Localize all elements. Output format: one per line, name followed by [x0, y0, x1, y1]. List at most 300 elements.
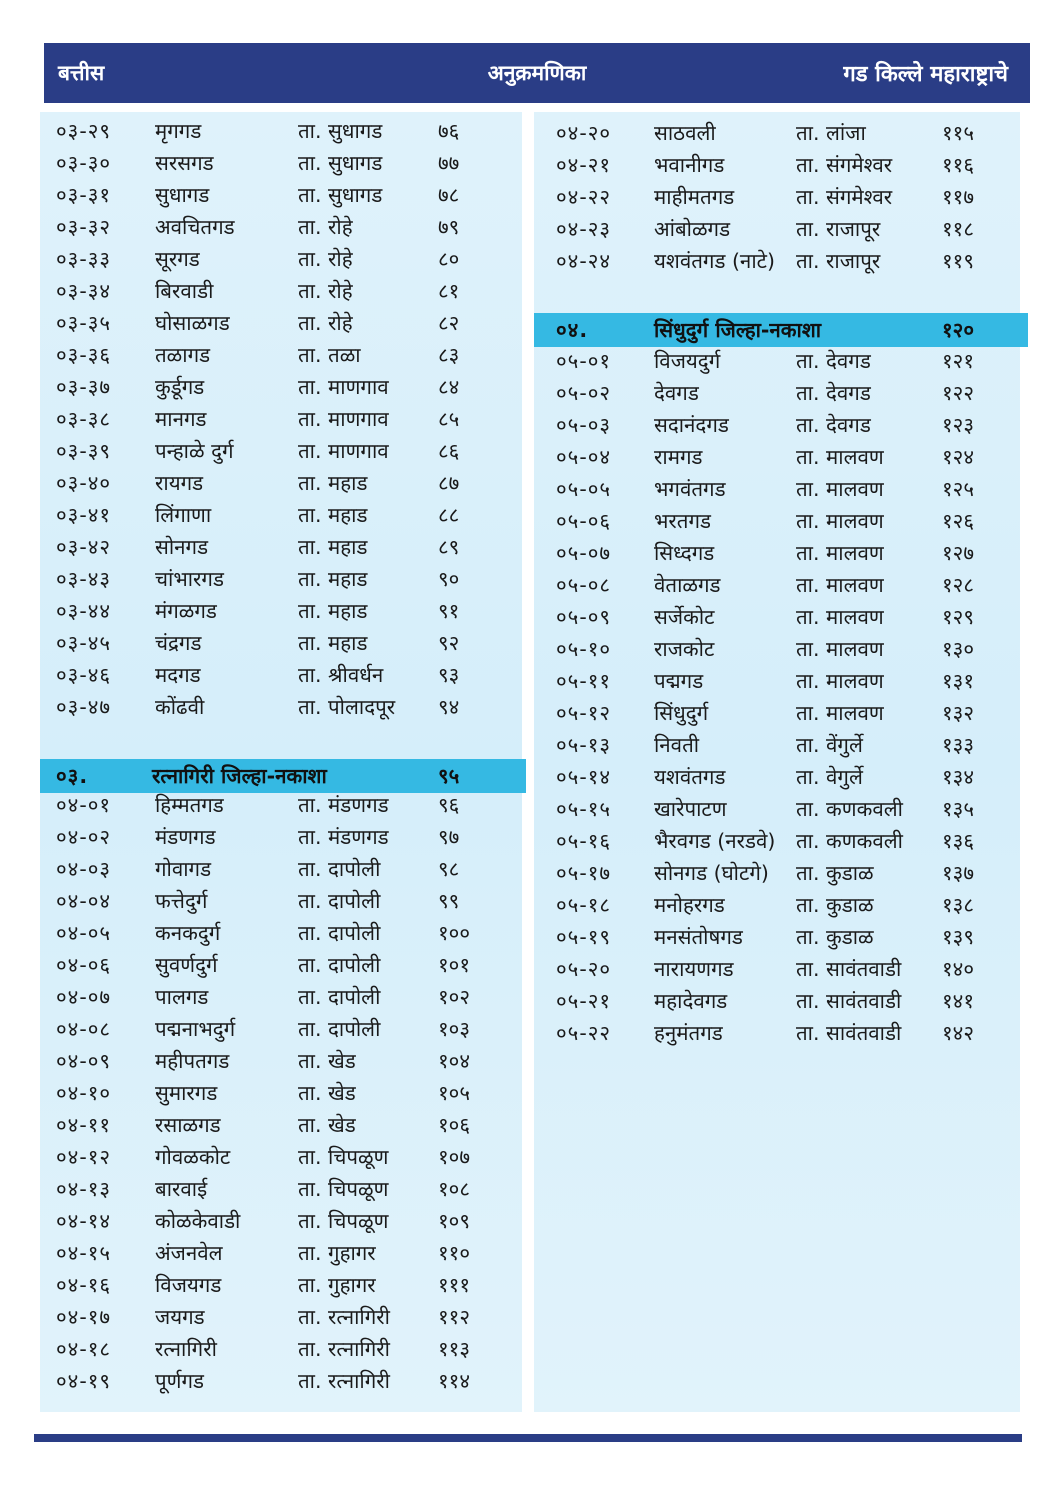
- index-entry: [534, 729, 1020, 761]
- index-entry: [40, 211, 522, 243]
- page-number: १०९: [438, 1209, 470, 1233]
- entry-code: ०४-२४: [556, 249, 612, 273]
- fort-name: फत्तेदुर्ग: [155, 889, 208, 913]
- page-number: १२२: [942, 381, 974, 405]
- footer-rule: [34, 1434, 1022, 1442]
- page-number: ९१: [438, 599, 460, 623]
- page-number: ११४: [438, 1369, 470, 1393]
- entry-code: ०४-१०: [56, 1081, 112, 1105]
- fort-name: सुधागड: [155, 183, 210, 207]
- page-number: १४०: [942, 957, 974, 981]
- index-entry: [534, 537, 1020, 569]
- index-entry: [40, 1269, 522, 1301]
- fort-name: राजकोट: [654, 637, 715, 661]
- taluka-name: ता. खेड: [298, 1081, 356, 1105]
- taluka-name: ता. पोलादपूर: [298, 695, 396, 719]
- fort-name: मानगड: [155, 407, 207, 431]
- taluka-name: ता. मालवण: [796, 669, 884, 693]
- index-entry: [40, 435, 522, 467]
- page-number: ११५: [942, 121, 974, 145]
- entry-code: ०४-०१: [56, 793, 112, 817]
- fort-name: बारवाई: [155, 1177, 208, 1201]
- index-entry: [40, 1365, 522, 1397]
- fort-name: गोवळकोट: [155, 1145, 231, 1169]
- index-entry: [534, 697, 1020, 729]
- taluka-name: ता. दापोली: [298, 953, 381, 977]
- page-number: १०४: [438, 1049, 470, 1073]
- taluka-name: ता. मालवण: [796, 701, 884, 725]
- entry-code: ०४-०९: [56, 1049, 112, 1073]
- page-number: ११६: [942, 153, 974, 177]
- index-entry: [40, 339, 522, 371]
- page-number: १२४: [942, 445, 974, 469]
- index-entry: [40, 595, 522, 627]
- taluka-name: ता. संगमेश्वर: [796, 185, 893, 209]
- page-number: १४१: [942, 989, 974, 1013]
- page-number: ११७: [942, 185, 974, 209]
- entry-code: ०३-४५: [56, 631, 112, 655]
- taluka-name: ता. महाड: [298, 567, 368, 591]
- taluka-name: ता. लांजा: [796, 121, 866, 145]
- index-entry: [534, 985, 1020, 1017]
- index-entry: [40, 659, 522, 691]
- index-entry: [534, 117, 1020, 149]
- page-number: १४२: [942, 1021, 974, 1045]
- index-entry: [40, 1045, 522, 1077]
- entry-code: ०४-१७: [56, 1305, 112, 1329]
- taluka-name: ता. माणगाव: [298, 439, 389, 463]
- index-entry: [40, 1077, 522, 1109]
- taluka-name: ता. सुधागड: [298, 183, 383, 207]
- taluka-name: ता. सुधागड: [298, 151, 383, 175]
- entry-code: ०५-१८: [556, 893, 612, 917]
- fort-name: अवचितगड: [155, 215, 235, 239]
- entry-code: ०४-११: [56, 1113, 112, 1137]
- fort-name: कुर्डूगड: [155, 375, 205, 399]
- fort-name: हिम्मतगड: [155, 793, 224, 817]
- taluka-name: ता. मालवण: [796, 573, 884, 597]
- entry-code: ०४-०४: [56, 889, 112, 913]
- page-number: १३१: [942, 669, 974, 693]
- page-number: १२७: [942, 541, 974, 565]
- page-number: ९७: [438, 825, 460, 849]
- index-entry: [40, 1333, 522, 1365]
- entry-code: ०५-०६: [556, 509, 612, 533]
- page-header: [44, 43, 1030, 103]
- index-entry: [40, 179, 522, 211]
- section-page: १२०: [942, 318, 974, 342]
- page-number: ८१: [438, 279, 460, 303]
- entry-code: ०४-१४: [56, 1209, 112, 1233]
- fort-name: सोनगड: [155, 535, 209, 559]
- entry-code: ०३-३८: [56, 407, 112, 431]
- page-number: १३४: [942, 765, 974, 789]
- entry-code: ०३-३०: [56, 151, 112, 175]
- page-number: १३५: [942, 797, 974, 821]
- index-entry: [40, 885, 522, 917]
- page-number: १३६: [942, 829, 974, 853]
- page-number: १२६: [942, 509, 974, 533]
- entry-code: ०३-४१: [56, 503, 112, 527]
- taluka-name: ता. रत्नागिरी: [298, 1369, 390, 1393]
- fort-name: पद्मगड: [654, 669, 704, 693]
- entry-code: ०३-४६: [56, 663, 112, 687]
- index-entry: [40, 1173, 522, 1205]
- section-code: ०३.: [56, 764, 89, 788]
- fort-name: यशवंतगड (नाटे): [654, 249, 775, 273]
- index-entry: [534, 1017, 1020, 1049]
- taluka-name: ता. दापोली: [298, 857, 381, 881]
- entry-code: ०३-४३: [56, 567, 112, 591]
- fort-name: पन्हाळे दुर्ग: [155, 439, 234, 463]
- index-entry: [40, 563, 522, 595]
- fort-name: सुमारगड: [155, 1081, 218, 1105]
- page-number: ८९: [438, 535, 460, 559]
- page-number: १००: [438, 921, 470, 945]
- taluka-name: ता. महाड: [298, 599, 368, 623]
- page-number: ७८: [438, 183, 460, 207]
- taluka-name: ता. कणकवली: [796, 797, 903, 821]
- page-number: १२३: [942, 413, 974, 437]
- fort-name: रामगड: [654, 445, 703, 469]
- page-number: १२८: [942, 573, 974, 597]
- fort-name: पद्मनाभदुर्ग: [155, 1017, 236, 1041]
- index-entry: [40, 531, 522, 563]
- entry-code: ०३-३३: [56, 247, 112, 271]
- page-number-label: बत्तीस: [58, 61, 105, 85]
- index-entry: [40, 467, 522, 499]
- taluka-name: ता. कुडाळ: [796, 925, 874, 949]
- index-entry: [534, 889, 1020, 921]
- fort-name: विजयदुर्ग: [654, 349, 721, 373]
- index-column-right: [534, 112, 1020, 1412]
- fort-name: सुवर्णदुर्ग: [155, 953, 218, 977]
- entry-code: ०५-१९: [556, 925, 612, 949]
- taluka-name: ता. माणगाव: [298, 407, 389, 431]
- fort-name: जयगड: [155, 1305, 205, 1329]
- entry-code: ०४-१८: [56, 1337, 112, 1361]
- index-entry: [40, 243, 522, 275]
- taluka-name: ता. मालवण: [796, 637, 884, 661]
- entry-code: ०३-४७: [56, 695, 112, 719]
- fort-name: आंबोळगड: [654, 217, 731, 241]
- taluka-name: ता. वेंगुर्ले: [796, 733, 863, 757]
- entry-code: ०५-०४: [556, 445, 612, 469]
- district-map-heading: [534, 313, 1028, 347]
- taluka-name: ता. मंडणगड: [298, 825, 389, 849]
- taluka-name: ता. रोहे: [298, 279, 353, 303]
- page-number: १०८: [438, 1177, 470, 1201]
- index-entry: [534, 213, 1020, 245]
- index-entry: [534, 409, 1020, 441]
- index-entry: [534, 825, 1020, 857]
- page-number: ८२: [438, 311, 460, 335]
- page-number: ८३: [438, 343, 460, 367]
- entry-code: ०५-१४: [556, 765, 612, 789]
- entry-code: ०४-१५: [56, 1241, 112, 1265]
- entry-code: ०५-१५: [556, 797, 612, 821]
- taluka-name: ता. महाड: [298, 503, 368, 527]
- fort-name: रायगड: [155, 471, 204, 495]
- entry-code: ०५-०८: [556, 573, 612, 597]
- page-number: १३७: [942, 861, 974, 885]
- index-entry: [534, 345, 1020, 377]
- index-entry: [40, 115, 522, 147]
- page-number: ११९: [942, 249, 974, 273]
- index-entry: [40, 853, 522, 885]
- entry-code: ०३-४२: [56, 535, 112, 559]
- page-number: ७६: [438, 119, 460, 143]
- index-entry: [40, 1141, 522, 1173]
- fort-name: भैरवगड (नरडवे): [654, 829, 776, 853]
- page-number: ११०: [438, 1241, 470, 1265]
- entry-code: ०३-४४: [56, 599, 112, 623]
- entry-code: ०५-१२: [556, 701, 612, 725]
- taluka-name: ता. देवगड: [796, 381, 871, 405]
- entry-code: ०३-३५: [56, 311, 112, 335]
- taluka-name: ता. मंडणगड: [298, 793, 389, 817]
- fort-name: चांभारगड: [155, 567, 224, 591]
- fort-name: निवती: [654, 733, 700, 757]
- fort-name: सिध्दगड: [654, 541, 715, 565]
- fort-name: भवानीगड: [654, 153, 725, 177]
- index-entry: [534, 149, 1020, 181]
- page-number: ९६: [438, 793, 460, 817]
- index-entry: [40, 1237, 522, 1269]
- taluka-name: ता. रोहे: [298, 311, 353, 335]
- entry-code: ०४-१३: [56, 1177, 112, 1201]
- entry-code: ०५-०९: [556, 605, 612, 629]
- entry-code: ०५-०२: [556, 381, 612, 405]
- page-number: १२५: [942, 477, 974, 501]
- page-number: १३९: [942, 925, 974, 949]
- entry-code: ०३-३६: [56, 343, 112, 367]
- taluka-name: ता. सुधागड: [298, 119, 383, 143]
- index-entry: [40, 789, 522, 821]
- taluka-name: ता. मालवण: [796, 477, 884, 501]
- page-number: १०७: [438, 1145, 470, 1169]
- page-number: १२१: [942, 349, 974, 373]
- fort-name: मंडणगड: [155, 825, 216, 849]
- fort-name: कनकदुर्ग: [155, 921, 221, 945]
- index-entry: [40, 1301, 522, 1333]
- page-number: १११: [438, 1273, 470, 1297]
- taluka-name: ता. श्रीवर्धन: [298, 663, 384, 687]
- taluka-name: ता. मालवण: [796, 445, 884, 469]
- index-entry: [534, 569, 1020, 601]
- page-number: १०६: [438, 1113, 470, 1137]
- entry-code: ०४-०७: [56, 985, 112, 1009]
- fort-name: मनसंतोषगड: [654, 925, 743, 949]
- entry-code: ०३-३४: [56, 279, 112, 303]
- index-entry: [40, 627, 522, 659]
- fort-name: साठवली: [654, 121, 716, 145]
- page-number: ९०: [438, 567, 460, 591]
- index-entry: [534, 793, 1020, 825]
- fort-name: मंगळगड: [155, 599, 217, 623]
- taluka-name: ता. कुडाळ: [796, 893, 874, 917]
- fort-name: महादेवगड: [654, 989, 728, 1013]
- page-number: ७९: [438, 215, 460, 239]
- page-number: ८०: [438, 247, 460, 271]
- fort-name: वेताळगड: [654, 573, 721, 597]
- taluka-name: ता. चिपळूण: [298, 1145, 389, 1169]
- page-number: १०२: [438, 985, 470, 1009]
- entry-code: ०५-२१: [556, 989, 612, 1013]
- taluka-name: ता. देवगड: [796, 413, 871, 437]
- fort-name: महीपतगड: [155, 1049, 230, 1073]
- taluka-name: ता. मालवण: [796, 605, 884, 629]
- taluka-name: ता. चिपळूण: [298, 1177, 389, 1201]
- entry-code: ०४-०६: [56, 953, 112, 977]
- fort-name: नारायणगड: [654, 957, 734, 981]
- page-title: अनुक्रमणिका: [487, 61, 587, 85]
- taluka-name: ता. माणगाव: [298, 375, 389, 399]
- taluka-name: ता. वेगुर्ले: [796, 765, 863, 789]
- page-number: ८६: [438, 439, 460, 463]
- entry-code: ०४-०५: [56, 921, 112, 945]
- page-number: १३८: [942, 893, 974, 917]
- taluka-name: ता. मालवण: [796, 509, 884, 533]
- taluka-name: ता. संगमेश्वर: [796, 153, 893, 177]
- section-code: ०४.: [556, 318, 589, 342]
- taluka-name: ता. सावंतवाडी: [796, 989, 902, 1013]
- taluka-name: ता. गुहागर: [298, 1241, 376, 1265]
- index-entry: [534, 181, 1020, 213]
- fort-name: रसाळगड: [155, 1113, 221, 1137]
- fort-name: घोसाळगड: [155, 311, 230, 335]
- index-entry: [534, 473, 1020, 505]
- entry-code: ०३-३९: [56, 439, 112, 463]
- taluka-name: ता. महाड: [298, 631, 368, 655]
- page-number: १२९: [942, 605, 974, 629]
- entry-code: ०४-०२: [56, 825, 112, 849]
- index-entry: [534, 245, 1020, 277]
- page-number: ८८: [438, 503, 460, 527]
- entry-code: ०५-११: [556, 669, 612, 693]
- entry-code: ०५-१७: [556, 861, 612, 885]
- fort-name: लिंगाणा: [155, 503, 212, 527]
- fort-name: सिंधुदुर्ग: [654, 701, 709, 725]
- fort-name: देवगड: [654, 381, 699, 405]
- entry-code: ०५-२२: [556, 1021, 612, 1045]
- page-number: १०१: [438, 953, 470, 977]
- taluka-name: ता. खेड: [298, 1113, 356, 1137]
- taluka-name: ता. सावंतवाडी: [796, 1021, 902, 1045]
- entry-code: ०३-३७: [56, 375, 112, 399]
- entry-code: ०४-०८: [56, 1017, 112, 1041]
- page-number: ८७: [438, 471, 460, 495]
- taluka-name: ता. महाड: [298, 471, 368, 495]
- entry-code: ०५-०५: [556, 477, 612, 501]
- index-entry: [534, 441, 1020, 473]
- index-entry: [40, 821, 522, 853]
- fort-name: सर्जेकोट: [654, 605, 715, 629]
- fort-name: यशवंतगड: [654, 765, 726, 789]
- page-number: ९८: [438, 857, 460, 881]
- entry-code: ०५-१०: [556, 637, 612, 661]
- index-entry: [534, 601, 1020, 633]
- entry-code: ०३-२९: [56, 119, 112, 143]
- page-number: १०५: [438, 1081, 470, 1105]
- taluka-name: ता. कुडाळ: [796, 861, 874, 885]
- index-entry: [534, 921, 1020, 953]
- index-entry: [40, 1205, 522, 1237]
- fort-name: तळागड: [155, 343, 211, 367]
- entry-code: ०४-२२: [556, 185, 612, 209]
- fort-name: भरतगड: [654, 509, 711, 533]
- fort-name: हनुमंतगड: [654, 1021, 723, 1045]
- fort-name: भगवंतगड: [654, 477, 726, 501]
- entry-code: ०५-१३: [556, 733, 612, 757]
- page-number: १३२: [942, 701, 974, 725]
- page-number: १३०: [942, 637, 974, 661]
- entry-code: ०३-३२: [56, 215, 112, 239]
- taluka-name: ता. मालवण: [796, 541, 884, 565]
- index-entry: [534, 505, 1020, 537]
- page-number: १०३: [438, 1017, 470, 1041]
- entry-code: ०४-२०: [556, 121, 612, 145]
- fort-name: सदानंदगड: [654, 413, 729, 437]
- index-entry: [40, 1013, 522, 1045]
- index-entry: [534, 761, 1020, 793]
- index-entry: [40, 371, 522, 403]
- fort-name: खारेपाटण: [654, 797, 727, 821]
- page-number: ९९: [438, 889, 460, 913]
- fort-name: बिरवाडी: [155, 279, 214, 303]
- taluka-name: ता. देवगड: [796, 349, 871, 373]
- section-title: सिंधुदुर्ग जिल्हा-नकाशा: [654, 318, 822, 342]
- book-title: गड किल्ले महाराष्ट्राचे: [843, 62, 1008, 87]
- page-number: ९३: [438, 663, 460, 687]
- taluka-name: ता. तळा: [298, 343, 361, 367]
- fort-name: गोवागड: [155, 857, 212, 881]
- index-entry: [40, 275, 522, 307]
- district-map-heading: [40, 759, 526, 793]
- page-number: ११८: [942, 217, 974, 241]
- fort-name: सोनगड (घोटगे): [654, 861, 769, 885]
- entry-code: ०४-०३: [56, 857, 112, 881]
- taluka-name: ता. रत्नागिरी: [298, 1337, 390, 1361]
- index-entry: [534, 953, 1020, 985]
- taluka-name: ता. राजापूर: [796, 217, 881, 241]
- index-entry: [40, 147, 522, 179]
- index-entry: [40, 949, 522, 981]
- entry-code: ०४-२३: [556, 217, 612, 241]
- fort-name: चंद्रगड: [155, 631, 202, 655]
- page-number: १३३: [942, 733, 974, 757]
- page-number: ७७: [438, 151, 460, 175]
- entry-code: ०३-३१: [56, 183, 112, 207]
- page-number: ११२: [438, 1305, 470, 1329]
- entry-code: ०५-०७: [556, 541, 612, 565]
- fort-name: पूर्णगड: [155, 1369, 204, 1393]
- fort-name: सरसगड: [155, 151, 214, 175]
- entry-code: ०४-१६: [56, 1273, 112, 1297]
- taluka-name: ता. खेड: [298, 1049, 356, 1073]
- taluka-name: ता. कणकवली: [796, 829, 903, 853]
- page-number: ८५: [438, 407, 460, 431]
- taluka-name: ता. सावंतवाडी: [796, 957, 902, 981]
- index-entry: [40, 403, 522, 435]
- entry-code: ०४-२१: [556, 153, 612, 177]
- index-entry: [534, 665, 1020, 697]
- taluka-name: ता. दापोली: [298, 985, 381, 1009]
- entry-code: ०५-०३: [556, 413, 612, 437]
- index-entry: [534, 857, 1020, 889]
- index-entry: [40, 499, 522, 531]
- index-entry: [40, 981, 522, 1013]
